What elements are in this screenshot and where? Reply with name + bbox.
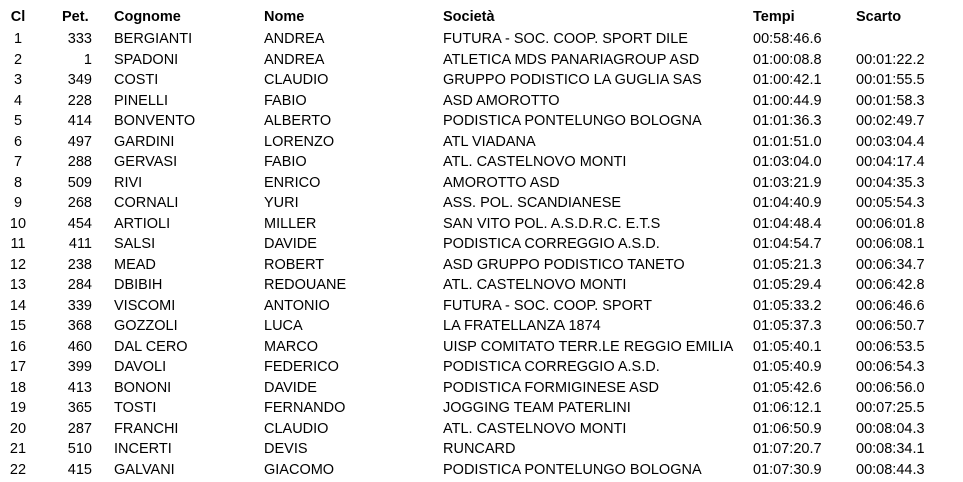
cell-cl: 4 (13, 92, 23, 109)
header-row (0, 7, 963, 27)
cell-nome: ENRICO (264, 174, 321, 191)
header-cognome: Cognome (114, 9, 181, 25)
cell-scarto: 00:06:54.3 (856, 359, 925, 375)
cell-cl: 2 (13, 51, 23, 68)
cell-cognome: DBIBIH (114, 277, 163, 293)
cell-cl: 16 (9, 338, 27, 355)
table-row (0, 152, 963, 172)
cell-cl: 10 (9, 215, 27, 232)
header-tempi: Tempi (753, 9, 795, 25)
table-row (0, 316, 963, 336)
header-societa: Società (443, 9, 495, 25)
cell-pet: 510 (67, 441, 92, 457)
cell-pet: 460 (67, 338, 92, 355)
cell-scarto: 00:06:01.8 (856, 215, 925, 232)
cell-cl: 12 (9, 256, 27, 273)
cell-scarto: 00:06:50.7 (856, 318, 925, 334)
table-row (0, 460, 963, 480)
table-row (0, 439, 963, 459)
cell-cl: 19 (9, 400, 27, 416)
cell-cl: 7 (13, 154, 23, 170)
cell-pet: 228 (67, 92, 92, 109)
table-row (0, 255, 963, 275)
header-scarto: Scarto (856, 9, 902, 25)
cell-pet: 411 (68, 236, 92, 252)
cell-tempi: 01:00:08.8 (753, 51, 822, 68)
table-row (0, 419, 963, 439)
cell-societa: AMOROTTO ASD (443, 174, 560, 191)
table-row (0, 234, 963, 254)
cell-cognome: DAL CERO (114, 338, 188, 355)
cell-cognome: BERGIANTI (114, 31, 193, 47)
cell-scarto: 00:04:35.3 (856, 174, 925, 191)
cell-societa: UISP COMITATO TERR.LE REGGIO EMILIA (443, 338, 734, 355)
cell-nome: CLAUDIO (264, 72, 329, 88)
cell-cl: 1 (13, 31, 23, 47)
cell-scarto: 00:08:34.1 (856, 441, 925, 457)
cell-nome: ANDREA (264, 51, 325, 68)
cell-nome: FERNANDO (264, 400, 346, 416)
cell-tempi: 01:04:54.7 (753, 236, 822, 252)
cell-tempi: 01:05:21.3 (753, 256, 822, 273)
cell-pet: 287 (67, 420, 92, 437)
table-row (0, 173, 963, 193)
cell-scarto: 00:06:56.0 (856, 379, 925, 396)
cell-societa: PODISTICA CORREGGIO A.S.D. (443, 236, 660, 252)
cell-cognome: RIVI (114, 174, 143, 191)
cell-tempi: 01:01:51.0 (753, 133, 822, 150)
cell-scarto: 00:02:49.7 (856, 113, 925, 129)
cell-pet: 509 (67, 174, 92, 191)
cell-nome: LUCA (264, 318, 303, 334)
cell-pet: 413 (67, 379, 92, 396)
cell-pet: 268 (67, 195, 92, 211)
cell-cl: 6 (13, 133, 23, 150)
cell-societa: ATL. CASTELNOVO MONTI (443, 277, 627, 293)
cell-tempi: 01:05:40.9 (753, 359, 822, 375)
cell-nome: ANTONIO (264, 297, 330, 314)
cell-societa: GRUPPO PODISTICO LA GUGLIA SAS (443, 72, 702, 88)
cell-societa: PODISTICA PONTELUNGO BOLOGNA (443, 113, 702, 129)
cell-tempi: 01:04:40.9 (753, 195, 822, 211)
cell-cognome: FRANCHI (114, 420, 179, 437)
table-row (0, 29, 963, 49)
cell-societa: FUTURA - SOC. COOP. SPORT (443, 297, 652, 314)
cell-pet: 288 (67, 154, 92, 170)
cell-tempi: 01:07:30.9 (753, 461, 822, 478)
table-row (0, 193, 963, 213)
cell-tempi: 01:05:29.4 (753, 277, 822, 293)
cell-cognome: VISCOMI (114, 297, 176, 314)
cell-scarto: 00:06:53.5 (856, 338, 925, 355)
cell-cognome: SPADONI (114, 51, 179, 68)
cell-pet: 414 (67, 113, 92, 129)
cell-tempi: 01:05:37.3 (753, 318, 822, 334)
cell-nome: FABIO (264, 154, 307, 170)
cell-tempi: 00:58:46.6 (753, 31, 822, 47)
cell-societa: ATLETICA MDS PANARIAGROUP ASD (443, 51, 700, 68)
cell-societa: PODISTICA FORMIGINESE ASD (443, 379, 659, 396)
cell-scarto: 00:08:44.3 (856, 461, 925, 478)
table-row (0, 275, 963, 295)
cell-pet: 365 (67, 400, 92, 416)
table-row (0, 378, 963, 398)
cell-pet: 497 (67, 133, 92, 150)
cell-cognome: TOSTI (114, 400, 157, 416)
cell-cognome: CORNALI (114, 195, 179, 211)
cell-pet: 339 (67, 297, 92, 314)
cell-scarto: 00:01:22.2 (856, 51, 925, 68)
table-row (0, 214, 963, 234)
cell-scarto: 00:03:04.4 (856, 133, 925, 150)
cell-scarto: 00:06:34.7 (856, 256, 925, 273)
cell-cl: 17 (9, 359, 27, 375)
cell-cl: 11 (10, 236, 26, 252)
cell-tempi: 01:00:44.9 (753, 92, 822, 109)
cell-cognome: MEAD (114, 256, 156, 273)
cell-tempi: 01:07:20.7 (753, 441, 822, 457)
cell-cl: 8 (13, 174, 23, 191)
cell-societa: ATL. CASTELNOVO MONTI (443, 154, 627, 170)
header-pet: Pet. (62, 9, 89, 25)
cell-nome: YURI (264, 195, 299, 211)
cell-nome: DAVIDE (264, 236, 317, 252)
cell-cognome: COSTI (114, 72, 159, 88)
table-row (0, 357, 963, 377)
table-row (0, 111, 963, 131)
cell-cognome: DAVOLI (114, 359, 167, 375)
cell-societa: SAN VITO POL. A.S.D.R.C. E.T.S (443, 215, 661, 232)
cell-tempi: 01:04:48.4 (753, 215, 822, 232)
cell-cl: 3 (13, 72, 23, 88)
cell-societa: JOGGING TEAM PATERLINI (443, 400, 631, 416)
cell-tempi: 01:03:04.0 (753, 154, 822, 170)
cell-cl: 14 (9, 297, 27, 314)
cell-societa: FUTURA - SOC. COOP. SPORT DILE (443, 31, 688, 47)
cell-cl: 13 (9, 277, 27, 293)
cell-scarto: 00:05:54.3 (856, 195, 925, 211)
table-row (0, 337, 963, 357)
header-cl: Cl (10, 9, 26, 25)
cell-nome: CLAUDIO (264, 420, 329, 437)
table-row (0, 70, 963, 90)
cell-scarto: 00:01:58.3 (856, 92, 925, 109)
cell-nome: FEDERICO (264, 359, 339, 375)
cell-cognome: PINELLI (114, 92, 168, 109)
cell-cognome: SALSI (114, 236, 156, 252)
cell-nome: FABIO (264, 92, 307, 109)
cell-nome: MARCO (264, 338, 318, 355)
cell-scarto: 00:04:17.4 (856, 154, 925, 170)
cell-cognome: BONVENTO (114, 113, 196, 129)
cell-societa: PODISTICA CORREGGIO A.S.D. (443, 359, 660, 375)
cell-societa: ATL VIADANA (443, 133, 536, 150)
cell-scarto: 00:07:25.5 (856, 400, 925, 416)
cell-nome: ROBERT (264, 256, 325, 273)
cell-cl: 9 (13, 195, 23, 211)
cell-cognome: ARTIOLI (114, 215, 171, 232)
cell-societa: PODISTICA PONTELUNGO BOLOGNA (443, 461, 702, 478)
cell-tempi: 01:05:40.1 (753, 338, 822, 355)
cell-cognome: GARDINI (114, 133, 175, 150)
cell-societa: ASD AMOROTTO (443, 92, 560, 109)
cell-cl: 15 (9, 318, 27, 334)
cell-tempi: 01:06:50.9 (753, 420, 822, 437)
table-row (0, 296, 963, 316)
cell-pet: 368 (67, 318, 92, 334)
cell-societa: RUNCARD (443, 441, 516, 457)
cell-cl: 18 (9, 379, 27, 396)
cell-societa: ASD GRUPPO PODISTICO TANETO (443, 256, 685, 273)
cell-cognome: GOZZOLI (114, 318, 178, 334)
cell-scarto: 00:06:42.8 (856, 277, 925, 293)
cell-tempi: 01:00:42.1 (753, 72, 822, 88)
cell-cognome: BONONI (114, 379, 172, 396)
cell-cognome: GERVASI (114, 154, 178, 170)
cell-nome: DAVIDE (264, 379, 317, 396)
cell-nome: LORENZO (264, 133, 335, 150)
cell-cl: 5 (13, 113, 23, 129)
cell-scarto: 00:01:55.5 (856, 72, 925, 88)
cell-societa: LA FRATELLANZA 1874 (443, 318, 601, 334)
cell-pet: 238 (67, 256, 92, 273)
cell-tempi: 01:01:36.3 (753, 113, 822, 129)
table-row (0, 50, 963, 70)
cell-pet: 415 (67, 461, 92, 478)
cell-tempi: 01:05:42.6 (753, 379, 822, 396)
cell-pet: 399 (67, 359, 92, 375)
cell-tempi: 01:05:33.2 (753, 297, 822, 314)
cell-nome: REDOUANE (264, 277, 347, 293)
cell-cl: 22 (9, 461, 27, 478)
cell-scarto: 00:06:08.1 (856, 236, 925, 252)
cell-cl: 20 (9, 420, 27, 437)
header-nome: Nome (264, 9, 305, 25)
cell-pet: 284 (67, 277, 92, 293)
cell-nome: ANDREA (264, 31, 325, 47)
cell-pet: 349 (67, 72, 92, 88)
cell-nome: MILLER (264, 215, 317, 232)
cell-cognome: GALVANI (114, 461, 175, 478)
cell-pet: 454 (67, 215, 92, 232)
cell-nome: ALBERTO (264, 113, 332, 129)
cell-tempi: 01:06:12.1 (753, 400, 822, 416)
cell-cognome: INCERTI (114, 441, 172, 457)
cell-tempi: 01:03:21.9 (753, 174, 822, 191)
cell-pet: 1 (83, 51, 92, 68)
cell-societa: ASS. POL. SCANDIANESE (443, 195, 622, 211)
cell-scarto: 00:08:04.3 (856, 420, 925, 437)
cell-nome: DEVIS (264, 441, 308, 457)
table-row (0, 91, 963, 111)
cell-societa: ATL. CASTELNOVO MONTI (443, 420, 627, 437)
table-row (0, 398, 963, 418)
cell-nome: GIACOMO (264, 461, 335, 478)
cell-scarto: 00:06:46.6 (856, 297, 925, 314)
table-row (0, 132, 963, 152)
cell-cl: 21 (9, 441, 27, 457)
cell-pet: 333 (67, 31, 92, 47)
